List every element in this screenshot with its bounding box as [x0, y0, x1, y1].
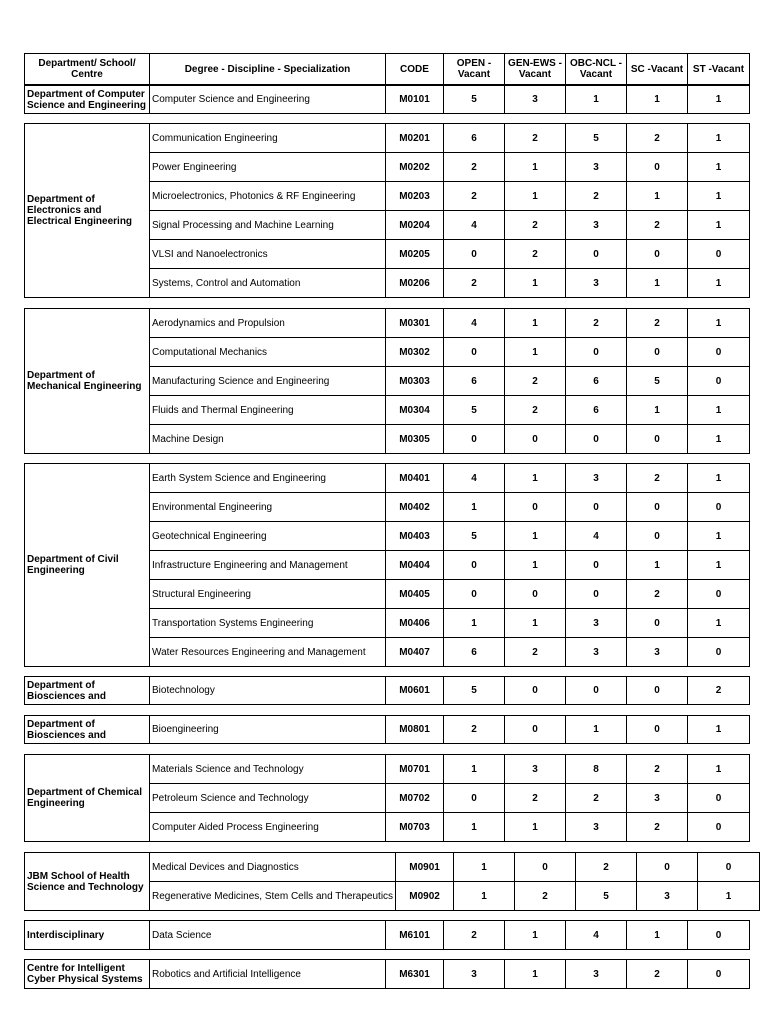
gen-ews-cell: 1	[505, 338, 566, 367]
code-cell: M0303	[386, 367, 444, 396]
group-table	[24, 852, 760, 911]
obc-ncl-cell: 2	[566, 309, 627, 338]
obc-ncl-cell: 2	[566, 182, 627, 211]
group-table	[24, 754, 750, 842]
obc-ncl-cell: 3	[566, 211, 627, 240]
table-row	[25, 960, 750, 989]
code-cell: M0301	[386, 309, 444, 338]
st-cell: 1	[688, 522, 750, 551]
degree-cell: Infrastructure Engineering and Management	[150, 551, 386, 580]
degree-cell: Transportation Systems Engineering	[150, 609, 386, 638]
code-cell: M0402	[386, 493, 444, 522]
code-cell: M0304	[386, 396, 444, 425]
degree-cell: Computer Aided Process Engineering	[150, 813, 386, 842]
header-open: OPEN - Vacant	[444, 54, 505, 85]
degree-cell: Materials Science and Technology	[150, 755, 386, 784]
header-table	[24, 53, 750, 85]
code-cell: M0403	[386, 522, 444, 551]
st-cell: 1	[688, 396, 750, 425]
department-cell: Department of Biosciences and	[25, 716, 150, 744]
gen-ews-cell: 2	[505, 124, 566, 153]
department-cell: Department of Electronics and Electrical Engineering	[25, 124, 150, 298]
code-cell: M0801	[386, 716, 444, 744]
degree-cell: Fluids and Thermal Engineering	[150, 396, 386, 425]
department-cell: Department of Computer Science and Engineering	[25, 86, 150, 114]
obc-ncl-cell: 3	[566, 638, 627, 667]
gen-ews-cell: 0	[505, 493, 566, 522]
degree-cell: VLSI and Nanoelectronics	[150, 240, 386, 269]
gen-ews-cell: 0	[505, 677, 566, 705]
st-cell: 0	[698, 853, 760, 882]
code-cell: M0202	[386, 153, 444, 182]
sc-cell: 2	[627, 580, 688, 609]
open-cell: 0	[444, 551, 505, 580]
obc-ncl-cell: 0	[566, 493, 627, 522]
open-cell: 0	[444, 425, 505, 454]
obc-ncl-cell: 8	[566, 755, 627, 784]
group-table	[24, 463, 750, 667]
table-row	[25, 124, 750, 153]
st-cell: 1	[688, 755, 750, 784]
degree-cell: Signal Processing and Machine Learning	[150, 211, 386, 240]
obc-ncl-cell: 2	[566, 784, 627, 813]
degree-cell: Machine Design	[150, 425, 386, 454]
obc-ncl-cell: 6	[566, 367, 627, 396]
open-cell: 1	[454, 853, 515, 882]
obc-ncl-cell: 0	[566, 677, 627, 705]
obc-ncl-cell: 3	[566, 960, 627, 989]
obc-ncl-cell: 1	[566, 716, 627, 744]
gen-ews-cell: 2	[515, 882, 576, 911]
department-cell: Department of Mechanical Engineering	[25, 309, 150, 454]
st-cell: 1	[688, 269, 750, 298]
obc-ncl-cell: 3	[566, 153, 627, 182]
open-cell: 4	[444, 211, 505, 240]
obc-ncl-cell: 4	[566, 921, 627, 950]
degree-cell: Medical Devices and Diagnostics	[150, 853, 396, 882]
st-cell: 1	[688, 86, 750, 114]
table-row	[25, 853, 760, 882]
gen-ews-cell: 1	[505, 609, 566, 638]
degree-cell: Data Science	[150, 921, 386, 950]
gen-ews-cell: 0	[515, 853, 576, 882]
obc-ncl-cell: 5	[566, 124, 627, 153]
obc-ncl-cell: 0	[566, 338, 627, 367]
degree-cell: Petroleum Science and Technology	[150, 784, 386, 813]
obc-ncl-cell: 1	[566, 86, 627, 114]
degree-cell: Regenerative Medicines, Stem Cells and Therapeutics	[150, 882, 396, 911]
gen-ews-cell: 1	[505, 464, 566, 493]
sc-cell: 0	[627, 677, 688, 705]
group-table	[24, 676, 750, 705]
obc-ncl-cell: 5	[576, 882, 637, 911]
st-cell: 0	[688, 493, 750, 522]
code-cell: M0902	[396, 882, 454, 911]
st-cell: 1	[688, 464, 750, 493]
open-cell: 0	[444, 784, 505, 813]
code-cell: M0701	[386, 755, 444, 784]
open-cell: 4	[444, 309, 505, 338]
open-cell: 2	[444, 921, 505, 950]
obc-ncl-cell: 3	[566, 813, 627, 842]
obc-ncl-cell: 2	[576, 853, 637, 882]
st-cell: 1	[698, 882, 760, 911]
degree-cell: Biotechnology	[150, 677, 386, 705]
st-cell: 0	[688, 638, 750, 667]
sc-cell: 2	[627, 755, 688, 784]
open-cell: 2	[444, 182, 505, 211]
table-row	[25, 716, 750, 744]
obc-ncl-cell: 3	[566, 269, 627, 298]
sc-cell: 0	[627, 153, 688, 182]
gen-ews-cell: 0	[505, 716, 566, 744]
st-cell: 1	[688, 716, 750, 744]
gen-ews-cell: 1	[505, 551, 566, 580]
gen-ews-cell: 1	[505, 813, 566, 842]
gen-ews-cell: 1	[505, 182, 566, 211]
gen-ews-cell: 2	[505, 396, 566, 425]
code-cell: M6101	[386, 921, 444, 950]
code-cell: M0201	[386, 124, 444, 153]
code-cell: M0401	[386, 464, 444, 493]
sc-cell: 3	[627, 638, 688, 667]
sc-cell: 0	[637, 853, 698, 882]
obc-ncl-cell: 0	[566, 240, 627, 269]
gen-ews-cell: 2	[505, 211, 566, 240]
group-table	[24, 959, 750, 989]
sc-cell: 0	[627, 716, 688, 744]
gen-ews-cell: 1	[505, 522, 566, 551]
gen-ews-cell: 1	[505, 921, 566, 950]
sc-cell: 1	[627, 921, 688, 950]
st-cell: 0	[688, 784, 750, 813]
st-cell: 1	[688, 182, 750, 211]
sc-cell: 1	[627, 182, 688, 211]
obc-ncl-cell: 4	[566, 522, 627, 551]
st-cell: 0	[688, 338, 750, 367]
gen-ews-cell: 3	[505, 86, 566, 114]
department-cell: Interdisciplinary	[25, 921, 150, 950]
header-degree: Degree - Discipline - Specialization	[150, 54, 386, 85]
degree-cell: Structural Engineering	[150, 580, 386, 609]
code-cell: M6301	[386, 960, 444, 989]
table-row	[25, 755, 750, 784]
sc-cell: 0	[627, 493, 688, 522]
sc-cell: 5	[627, 367, 688, 396]
table-row	[25, 309, 750, 338]
gen-ews-cell: 1	[505, 309, 566, 338]
st-cell: 0	[688, 367, 750, 396]
obc-ncl-cell: 0	[566, 551, 627, 580]
obc-ncl-cell: 6	[566, 396, 627, 425]
open-cell: 1	[444, 755, 505, 784]
department-cell: Centre for Intelligent Cyber Physical Systems	[25, 960, 150, 989]
sc-cell: 1	[627, 269, 688, 298]
table-row	[25, 677, 750, 705]
open-cell: 5	[444, 677, 505, 705]
gen-ews-cell: 2	[505, 638, 566, 667]
department-cell: Department of Biosciences and	[25, 677, 150, 705]
sc-cell: 0	[627, 240, 688, 269]
code-cell: M0206	[386, 269, 444, 298]
code-cell: M0407	[386, 638, 444, 667]
code-cell: M0703	[386, 813, 444, 842]
department-cell: Department of Civil Engineering	[25, 464, 150, 667]
gen-ews-cell: 2	[505, 240, 566, 269]
open-cell: 6	[444, 124, 505, 153]
table-row	[25, 464, 750, 493]
code-cell: M0405	[386, 580, 444, 609]
degree-cell: Power Engineering	[150, 153, 386, 182]
sc-cell: 0	[627, 522, 688, 551]
degree-cell: Water Resources Engineering and Management	[150, 638, 386, 667]
department-cell: JBM School of Health Science and Technology	[25, 853, 150, 911]
gen-ews-cell: 0	[505, 580, 566, 609]
degree-cell: Environmental Engineering	[150, 493, 386, 522]
st-cell: 0	[688, 960, 750, 989]
table-row	[25, 921, 750, 950]
open-cell: 6	[444, 638, 505, 667]
sc-cell: 0	[627, 609, 688, 638]
st-cell: 0	[688, 813, 750, 842]
header-row	[25, 54, 750, 85]
sc-cell: 1	[627, 86, 688, 114]
st-cell: 1	[688, 425, 750, 454]
sc-cell: 2	[627, 211, 688, 240]
open-cell: 2	[444, 716, 505, 744]
st-cell: 2	[688, 677, 750, 705]
degree-cell: Microelectronics, Photonics & RF Engineering	[150, 182, 386, 211]
st-cell: 0	[688, 240, 750, 269]
st-cell: 1	[688, 211, 750, 240]
open-cell: 2	[444, 153, 505, 182]
st-cell: 0	[688, 580, 750, 609]
header-code: CODE	[386, 54, 444, 85]
code-cell: M0601	[386, 677, 444, 705]
open-cell: 0	[444, 240, 505, 269]
st-cell: 1	[688, 551, 750, 580]
department-cell: Department of Chemical Engineering	[25, 755, 150, 842]
sc-cell: 2	[627, 464, 688, 493]
header-dept: Department/ School/ Centre	[25, 54, 150, 85]
group-table	[24, 123, 750, 298]
degree-cell: Robotics and Artificial Intelligence	[150, 960, 386, 989]
code-cell: M0204	[386, 211, 444, 240]
open-cell: 0	[444, 580, 505, 609]
obc-ncl-cell: 3	[566, 609, 627, 638]
gen-ews-cell: 1	[505, 269, 566, 298]
header-obc-ncl: OBC-NCL - Vacant	[566, 54, 627, 85]
open-cell: 2	[444, 269, 505, 298]
code-cell: M0203	[386, 182, 444, 211]
group-table	[24, 715, 750, 744]
header-st: ST -Vacant	[688, 54, 750, 85]
degree-cell: Geotechnical Engineering	[150, 522, 386, 551]
table-row	[25, 86, 750, 114]
code-cell: M0101	[386, 86, 444, 114]
open-cell: 1	[454, 882, 515, 911]
degree-cell: Communication Engineering	[150, 124, 386, 153]
degree-cell: Computational Mechanics	[150, 338, 386, 367]
sc-cell: 0	[627, 338, 688, 367]
group-table	[24, 308, 750, 454]
code-cell: M0305	[386, 425, 444, 454]
open-cell: 3	[444, 960, 505, 989]
st-cell: 0	[688, 921, 750, 950]
obc-ncl-cell: 0	[566, 425, 627, 454]
header-gen-ews: GEN-EWS - Vacant	[505, 54, 566, 85]
st-cell: 1	[688, 124, 750, 153]
gen-ews-cell: 0	[505, 425, 566, 454]
sc-cell: 3	[627, 784, 688, 813]
degree-cell: Bioengineering	[150, 716, 386, 744]
code-cell: M0702	[386, 784, 444, 813]
obc-ncl-cell: 0	[566, 580, 627, 609]
degree-cell: Computer Science and Engineering	[150, 86, 386, 114]
open-cell: 5	[444, 396, 505, 425]
open-cell: 4	[444, 464, 505, 493]
sc-cell: 2	[627, 813, 688, 842]
degree-cell: Aerodynamics and Propulsion	[150, 309, 386, 338]
code-cell: M0404	[386, 551, 444, 580]
open-cell: 1	[444, 493, 505, 522]
open-cell: 6	[444, 367, 505, 396]
code-cell: M0302	[386, 338, 444, 367]
gen-ews-cell: 2	[505, 367, 566, 396]
open-cell: 5	[444, 86, 505, 114]
degree-cell: Earth System Science and Engineering	[150, 464, 386, 493]
sc-cell: 2	[627, 124, 688, 153]
group-table	[24, 920, 750, 950]
group-table	[24, 85, 750, 114]
st-cell: 1	[688, 609, 750, 638]
st-cell: 1	[688, 153, 750, 182]
gen-ews-cell: 1	[505, 960, 566, 989]
sc-cell: 2	[627, 309, 688, 338]
open-cell: 1	[444, 813, 505, 842]
sc-cell: 3	[637, 882, 698, 911]
st-cell: 1	[688, 309, 750, 338]
code-cell: M0205	[386, 240, 444, 269]
gen-ews-cell: 2	[505, 784, 566, 813]
open-cell: 5	[444, 522, 505, 551]
gen-ews-cell: 1	[505, 153, 566, 182]
gen-ews-cell: 3	[505, 755, 566, 784]
code-cell: M0406	[386, 609, 444, 638]
header-sc: SC -Vacant	[627, 54, 688, 85]
degree-cell: Manufacturing Science and Engineering	[150, 367, 386, 396]
sc-cell: 0	[627, 425, 688, 454]
degree-cell: Systems, Control and Automation	[150, 269, 386, 298]
open-cell: 0	[444, 338, 505, 367]
code-cell: M0901	[396, 853, 454, 882]
sc-cell: 1	[627, 396, 688, 425]
sc-cell: 2	[627, 960, 688, 989]
obc-ncl-cell: 3	[566, 464, 627, 493]
open-cell: 1	[444, 609, 505, 638]
sc-cell: 1	[627, 551, 688, 580]
